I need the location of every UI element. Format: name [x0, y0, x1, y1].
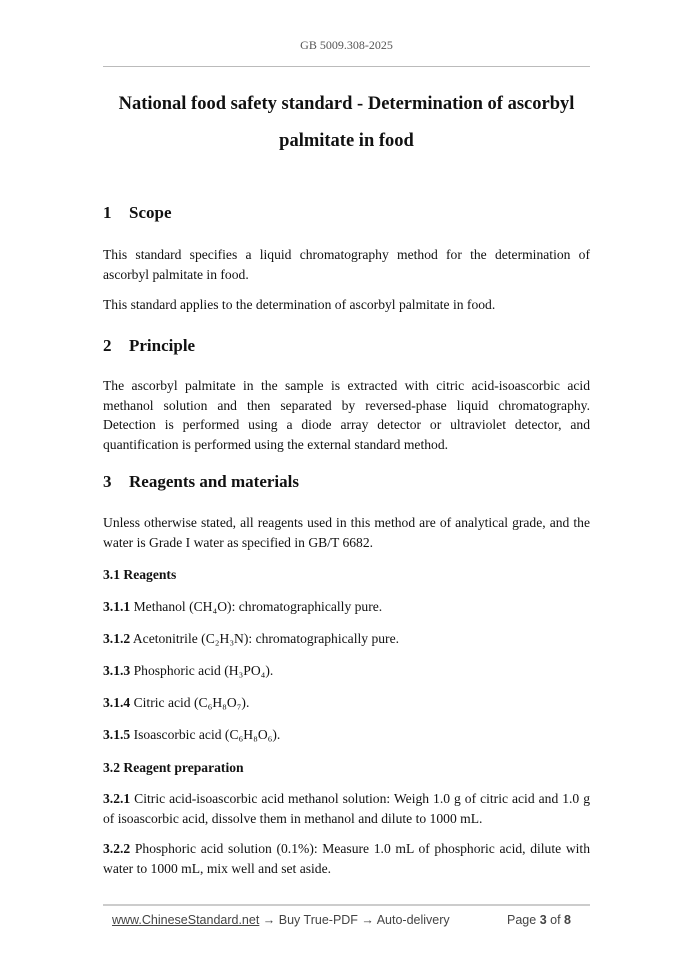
list-item — [103, 597, 590, 617]
paragraph: The ascorbyl palmitate in the sample is extracted with citric acid-isoascorbic acid methanol solution and then separated by reversed-phase liquid chromatography. Detection is performed using a diode array detector or ultraviolet detector, and quantification is performed using the external standard method. — [103, 378, 590, 452]
section-title: Reagents and materials — [129, 472, 299, 491]
item-number: 3.1.2 — [103, 631, 131, 646]
item-text: Phosphoric acid (H₃PO₄). — [133, 663, 274, 678]
section-number: 3 — [103, 472, 112, 491]
page-number: 3 — [539, 913, 547, 927]
section-number: 2 — [103, 336, 112, 355]
item-text: Acetonitrile (C₂H₃N): chromatographically pure. — [132, 631, 400, 646]
item-text: Phosphoric acid solution (0.1%): Measure 1.0 mL of phosphoric acid, dilute with water to 1000 mL, mix well and set aside. — [103, 841, 590, 876]
subsection-heading: 3.1 Reagents — [103, 567, 177, 582]
item-number: 3.2.1 — [103, 791, 131, 806]
section-heading-principle — [103, 336, 590, 356]
paragraph: This standard applies to the determination of ascorbyl palmitate in food. — [103, 297, 496, 312]
section-heading-scope — [103, 203, 590, 223]
paragraph: This standard specifies a liquid chromatography method for the determination of ascorbyl palmitate in food. — [103, 247, 590, 282]
item-text: Citric acid-isoascorbic acid methanol solution: Weigh 1.0 g of citric acid and 1.0 g of isoascorbic acid, dissolve them in methanol and dilute to 1000 mL. — [103, 791, 590, 826]
website-link[interactable]: www.ChineseStandard.net — [112, 913, 260, 927]
item-number: 3.1.5 — [103, 727, 131, 742]
page-header: GB 5009.308-2025 — [300, 38, 393, 52]
section-number: 1 — [103, 203, 112, 222]
footer-divider — [103, 904, 590, 906]
footer-text: → Buy True-PDF → Auto-delivery — [259, 913, 450, 927]
page-indicator — [507, 913, 571, 927]
list-item — [103, 661, 590, 681]
document-title-line2: palmitate in food — [279, 131, 414, 151]
section-title: Principle — [129, 336, 196, 355]
item-number: 3.1.1 — [103, 599, 131, 614]
of-label: of — [550, 913, 561, 927]
list-item — [103, 839, 590, 878]
list-item — [103, 789, 590, 828]
list-item — [103, 725, 590, 745]
paragraph: Unless otherwise stated, all reagents used in this method are of analytical grade, and the water is Grade I water as specified in GB/T 6682. — [103, 515, 590, 550]
header-divider — [103, 66, 590, 67]
page-label: Page — [507, 913, 537, 927]
section-title: Scope — [129, 203, 172, 222]
item-number: 3.2.2 — [103, 841, 131, 856]
item-number: 3.1.4 — [103, 695, 131, 710]
item-text: Methanol (CH₄O): chromatographically pure. — [133, 599, 383, 614]
item-text: Isoascorbic acid (C₆H₈O₆). — [133, 727, 281, 742]
item-number: 3.1.3 — [103, 663, 131, 678]
section-heading-reagents — [103, 472, 590, 492]
list-item — [103, 693, 590, 713]
item-text: Citric acid (C₆H₈O₇). — [133, 695, 250, 710]
footer-promo — [112, 913, 450, 927]
list-item — [103, 629, 590, 649]
subsection-heading: 3.2 Reagent preparation — [103, 760, 244, 775]
document-title-line1: National food safety standard - Determination of ascorbyl — [118, 94, 575, 114]
page-total: 8 — [564, 913, 571, 927]
